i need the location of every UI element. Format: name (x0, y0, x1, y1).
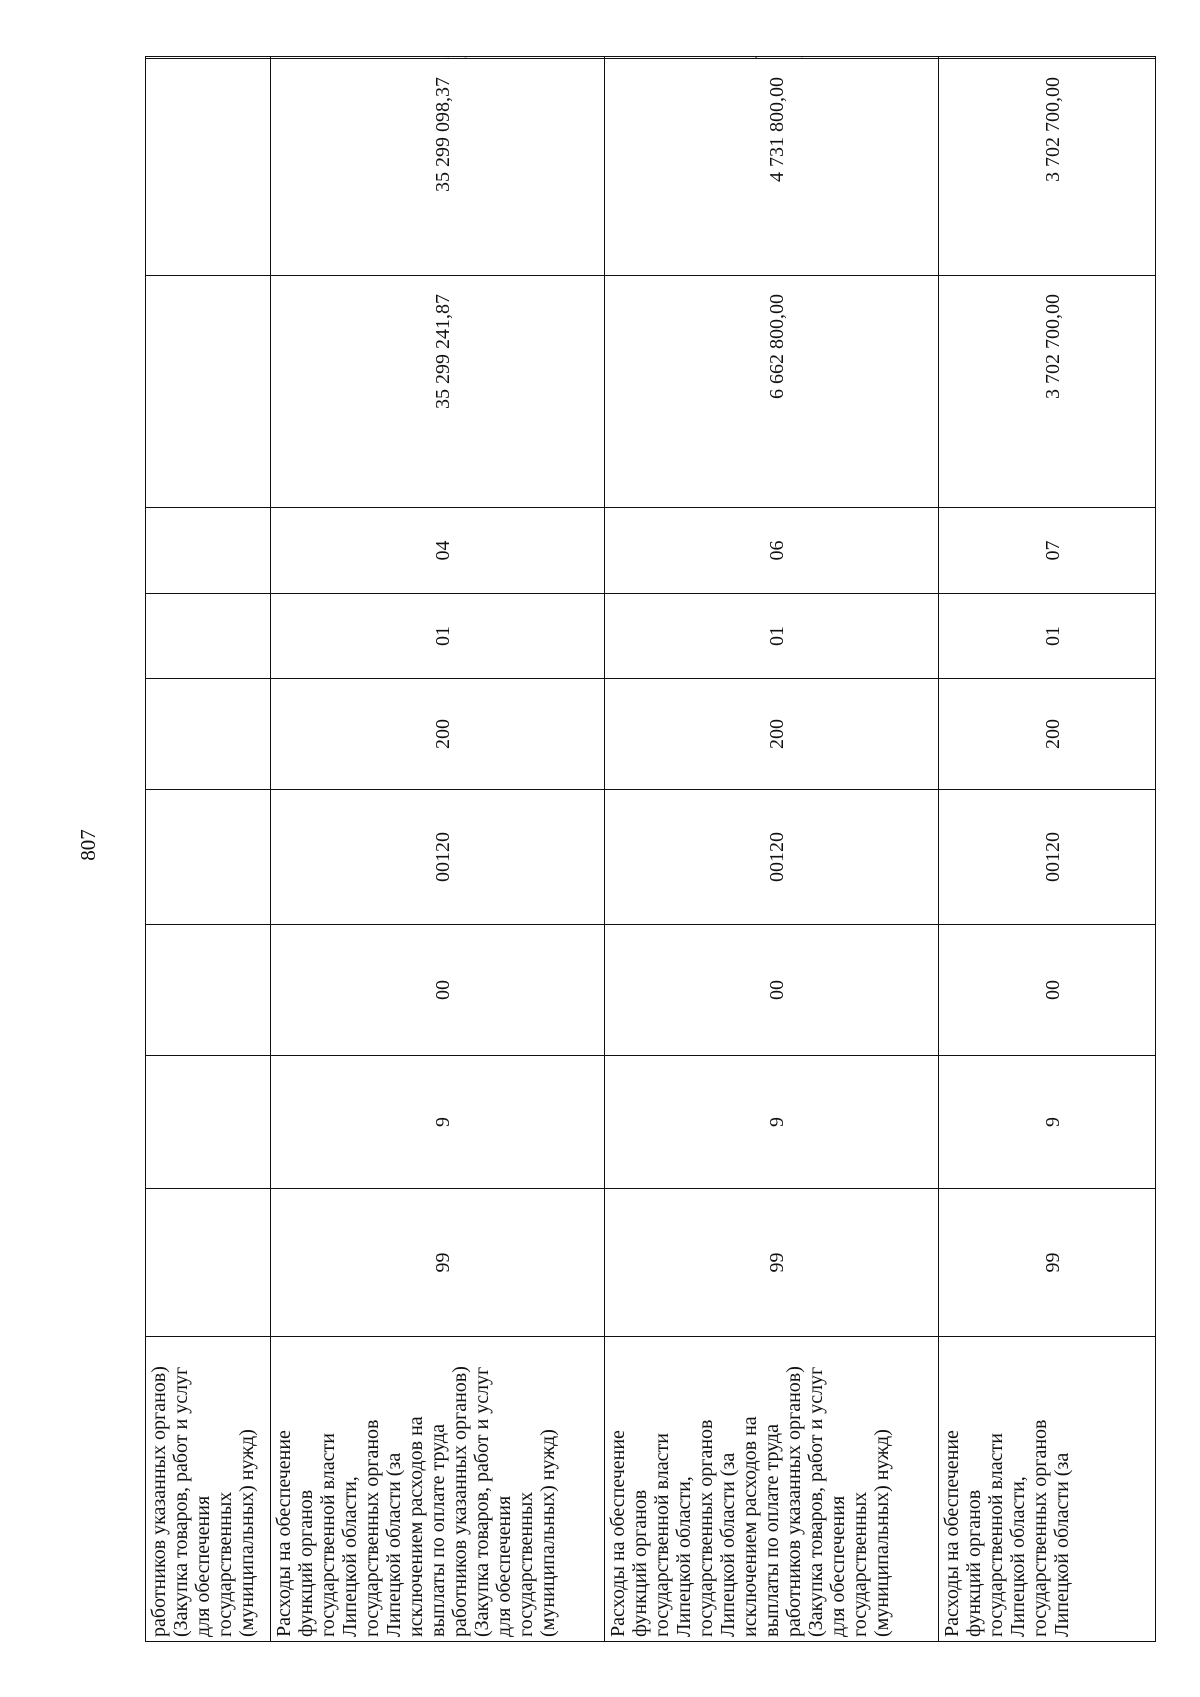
amount-planned-value: 35 299 241,87 (432, 294, 454, 409)
description-line: государственных (849, 1491, 871, 1637)
code-expense-type (605, 679, 939, 790)
description-line: функций органов (963, 1489, 985, 1637)
code-program-value: 99 (1041, 1252, 1064, 1273)
description-line: работников указанных органов) (449, 1366, 471, 1637)
amount-approved-value: 4 731 800,00 (766, 77, 788, 182)
code-subprogram-value: 9 (766, 1117, 788, 1127)
amount-planned (146, 276, 271, 508)
description-line: исключением расходов на (405, 1416, 427, 1637)
description-line: государственных органов (1029, 1419, 1051, 1637)
description-line: функций органов (629, 1489, 651, 1637)
description-line: (Закупка товаров, работ и услуг (471, 1366, 493, 1637)
description-line: выплаты по оплате труда (761, 1424, 783, 1637)
code-section-value: 01 (432, 626, 454, 646)
amount-executed (605, 57, 939, 59)
description-line: для обеспечения (192, 1495, 214, 1637)
amount-approved-value: 35 299 098,37 (432, 77, 454, 192)
row-description (605, 1337, 939, 1642)
amount-executed (146, 57, 271, 59)
code-section-value: 01 (766, 626, 788, 646)
code-program-value: 99 (432, 1252, 454, 1273)
code-expense (271, 790, 605, 925)
description-line: Липецкой области (за (1051, 1452, 1073, 1637)
amount-approved-value: 3 702 700,00 (1041, 77, 1064, 182)
code-subsection-value: 06 (766, 540, 788, 561)
table-row (271, 57, 605, 1642)
code-direction-value: 00 (766, 980, 788, 1000)
description-line: (Закупка товаров, работ и услуг (170, 1366, 192, 1637)
code-program-value: 99 (766, 1252, 788, 1273)
code-expense-type-value: 200 (432, 719, 454, 749)
code-expense (939, 790, 1156, 925)
description-line: выплаты по оплате труда (427, 1424, 449, 1637)
code-direction (146, 925, 271, 1056)
code-expense-type-value: 200 (1041, 719, 1064, 749)
code-expense-type (146, 679, 271, 790)
page-number: 807 (76, 829, 100, 861)
table-row (605, 57, 939, 1642)
code-expense-type (271, 679, 605, 790)
row-description (146, 1337, 271, 1642)
code-program (271, 1189, 605, 1337)
description-line: работников указанных органов) (148, 1366, 170, 1637)
description-line: Липецкой области, (673, 1476, 695, 1637)
description-line: государственной власти (317, 1433, 339, 1637)
code-subsection (939, 508, 1156, 594)
code-direction (939, 925, 1156, 1056)
code-program (605, 1189, 939, 1337)
code-section (939, 594, 1156, 679)
code-section (605, 594, 939, 679)
code-program (939, 1189, 1156, 1337)
description-line: функций органов (295, 1489, 317, 1637)
code-section (271, 594, 605, 679)
description-line: государственной власти (651, 1433, 673, 1637)
code-direction (271, 925, 605, 1056)
description-line: (муниципальных) нужд) (871, 1429, 893, 1637)
amount-planned-value: 3 702 700,00 (1041, 294, 1064, 399)
amount-executed (939, 57, 1156, 59)
row-description (271, 1337, 605, 1642)
description-line: (муниципальных) нужд) (236, 1429, 258, 1637)
code-direction-value: 00 (432, 980, 454, 1000)
code-section (146, 594, 271, 679)
code-subsection (146, 508, 271, 594)
amount-approved (605, 59, 939, 276)
code-expense-type (939, 679, 1156, 790)
amount-planned-value: 6 662 800,00 (766, 294, 788, 399)
description-line: для обеспечения (827, 1495, 849, 1637)
code-expense-value: 00120 (432, 832, 454, 882)
code-subprogram (146, 1056, 271, 1189)
description-line: (муниципальных) нужд) (537, 1429, 559, 1637)
description-line: (Закупка товаров, работ и услуг (805, 1366, 827, 1637)
code-subsection (271, 508, 605, 594)
budget-table-rotated (145, 57, 1155, 1642)
budget-table (145, 56, 1156, 1642)
code-subsection-value: 04 (432, 540, 454, 561)
code-subsection-value: 07 (1041, 540, 1064, 561)
table-row (939, 57, 1156, 1642)
description-line: государственных органов (361, 1419, 383, 1637)
description-line: Липецкой области (за (383, 1452, 405, 1637)
code-subprogram-value: 9 (432, 1117, 454, 1127)
amount-approved (939, 59, 1156, 276)
code-expense (146, 790, 271, 925)
amount-approved (271, 59, 605, 276)
code-subprogram (605, 1056, 939, 1189)
description-line: государственных органов (695, 1419, 717, 1637)
description-line: для обеспечения (493, 1495, 515, 1637)
description-line: государственных (515, 1491, 537, 1637)
description-line: Расходы на обеспечение (941, 1430, 963, 1637)
code-subprogram-value: 9 (1041, 1117, 1064, 1127)
amount-planned (939, 276, 1156, 508)
amount-approved (146, 59, 271, 276)
description-line: Расходы на обеспечение (607, 1430, 629, 1637)
code-section-value: 01 (1041, 626, 1064, 646)
description-line: исключением расходов на (739, 1416, 761, 1637)
code-subprogram (939, 1056, 1156, 1189)
description-line: Расходы на обеспечение (273, 1430, 295, 1637)
table-row (146, 57, 271, 1642)
description-line: Липецкой области (за (717, 1452, 739, 1637)
budget-table-body (146, 57, 1156, 1642)
description-line: государственных (214, 1491, 236, 1637)
row-description (939, 1337, 1156, 1642)
amount-executed (271, 57, 605, 59)
code-direction-value: 00 (1041, 980, 1064, 1000)
code-subprogram (271, 1056, 605, 1189)
code-subsection (605, 508, 939, 594)
amount-planned (605, 276, 939, 508)
amount-planned (271, 276, 605, 508)
code-expense-value: 00120 (766, 832, 788, 882)
budget-table-region (145, 57, 1155, 1642)
description-line: Липецкой области, (1007, 1476, 1029, 1637)
description-line: работников указанных органов) (783, 1366, 805, 1637)
code-expense-type-value: 200 (766, 719, 788, 749)
code-direction (605, 925, 939, 1056)
code-expense-value: 00120 (1041, 832, 1064, 882)
code-expense (605, 790, 939, 925)
description-line: государственной власти (985, 1433, 1007, 1637)
description-line: Липецкой области, (339, 1476, 361, 1637)
code-program (146, 1189, 271, 1337)
